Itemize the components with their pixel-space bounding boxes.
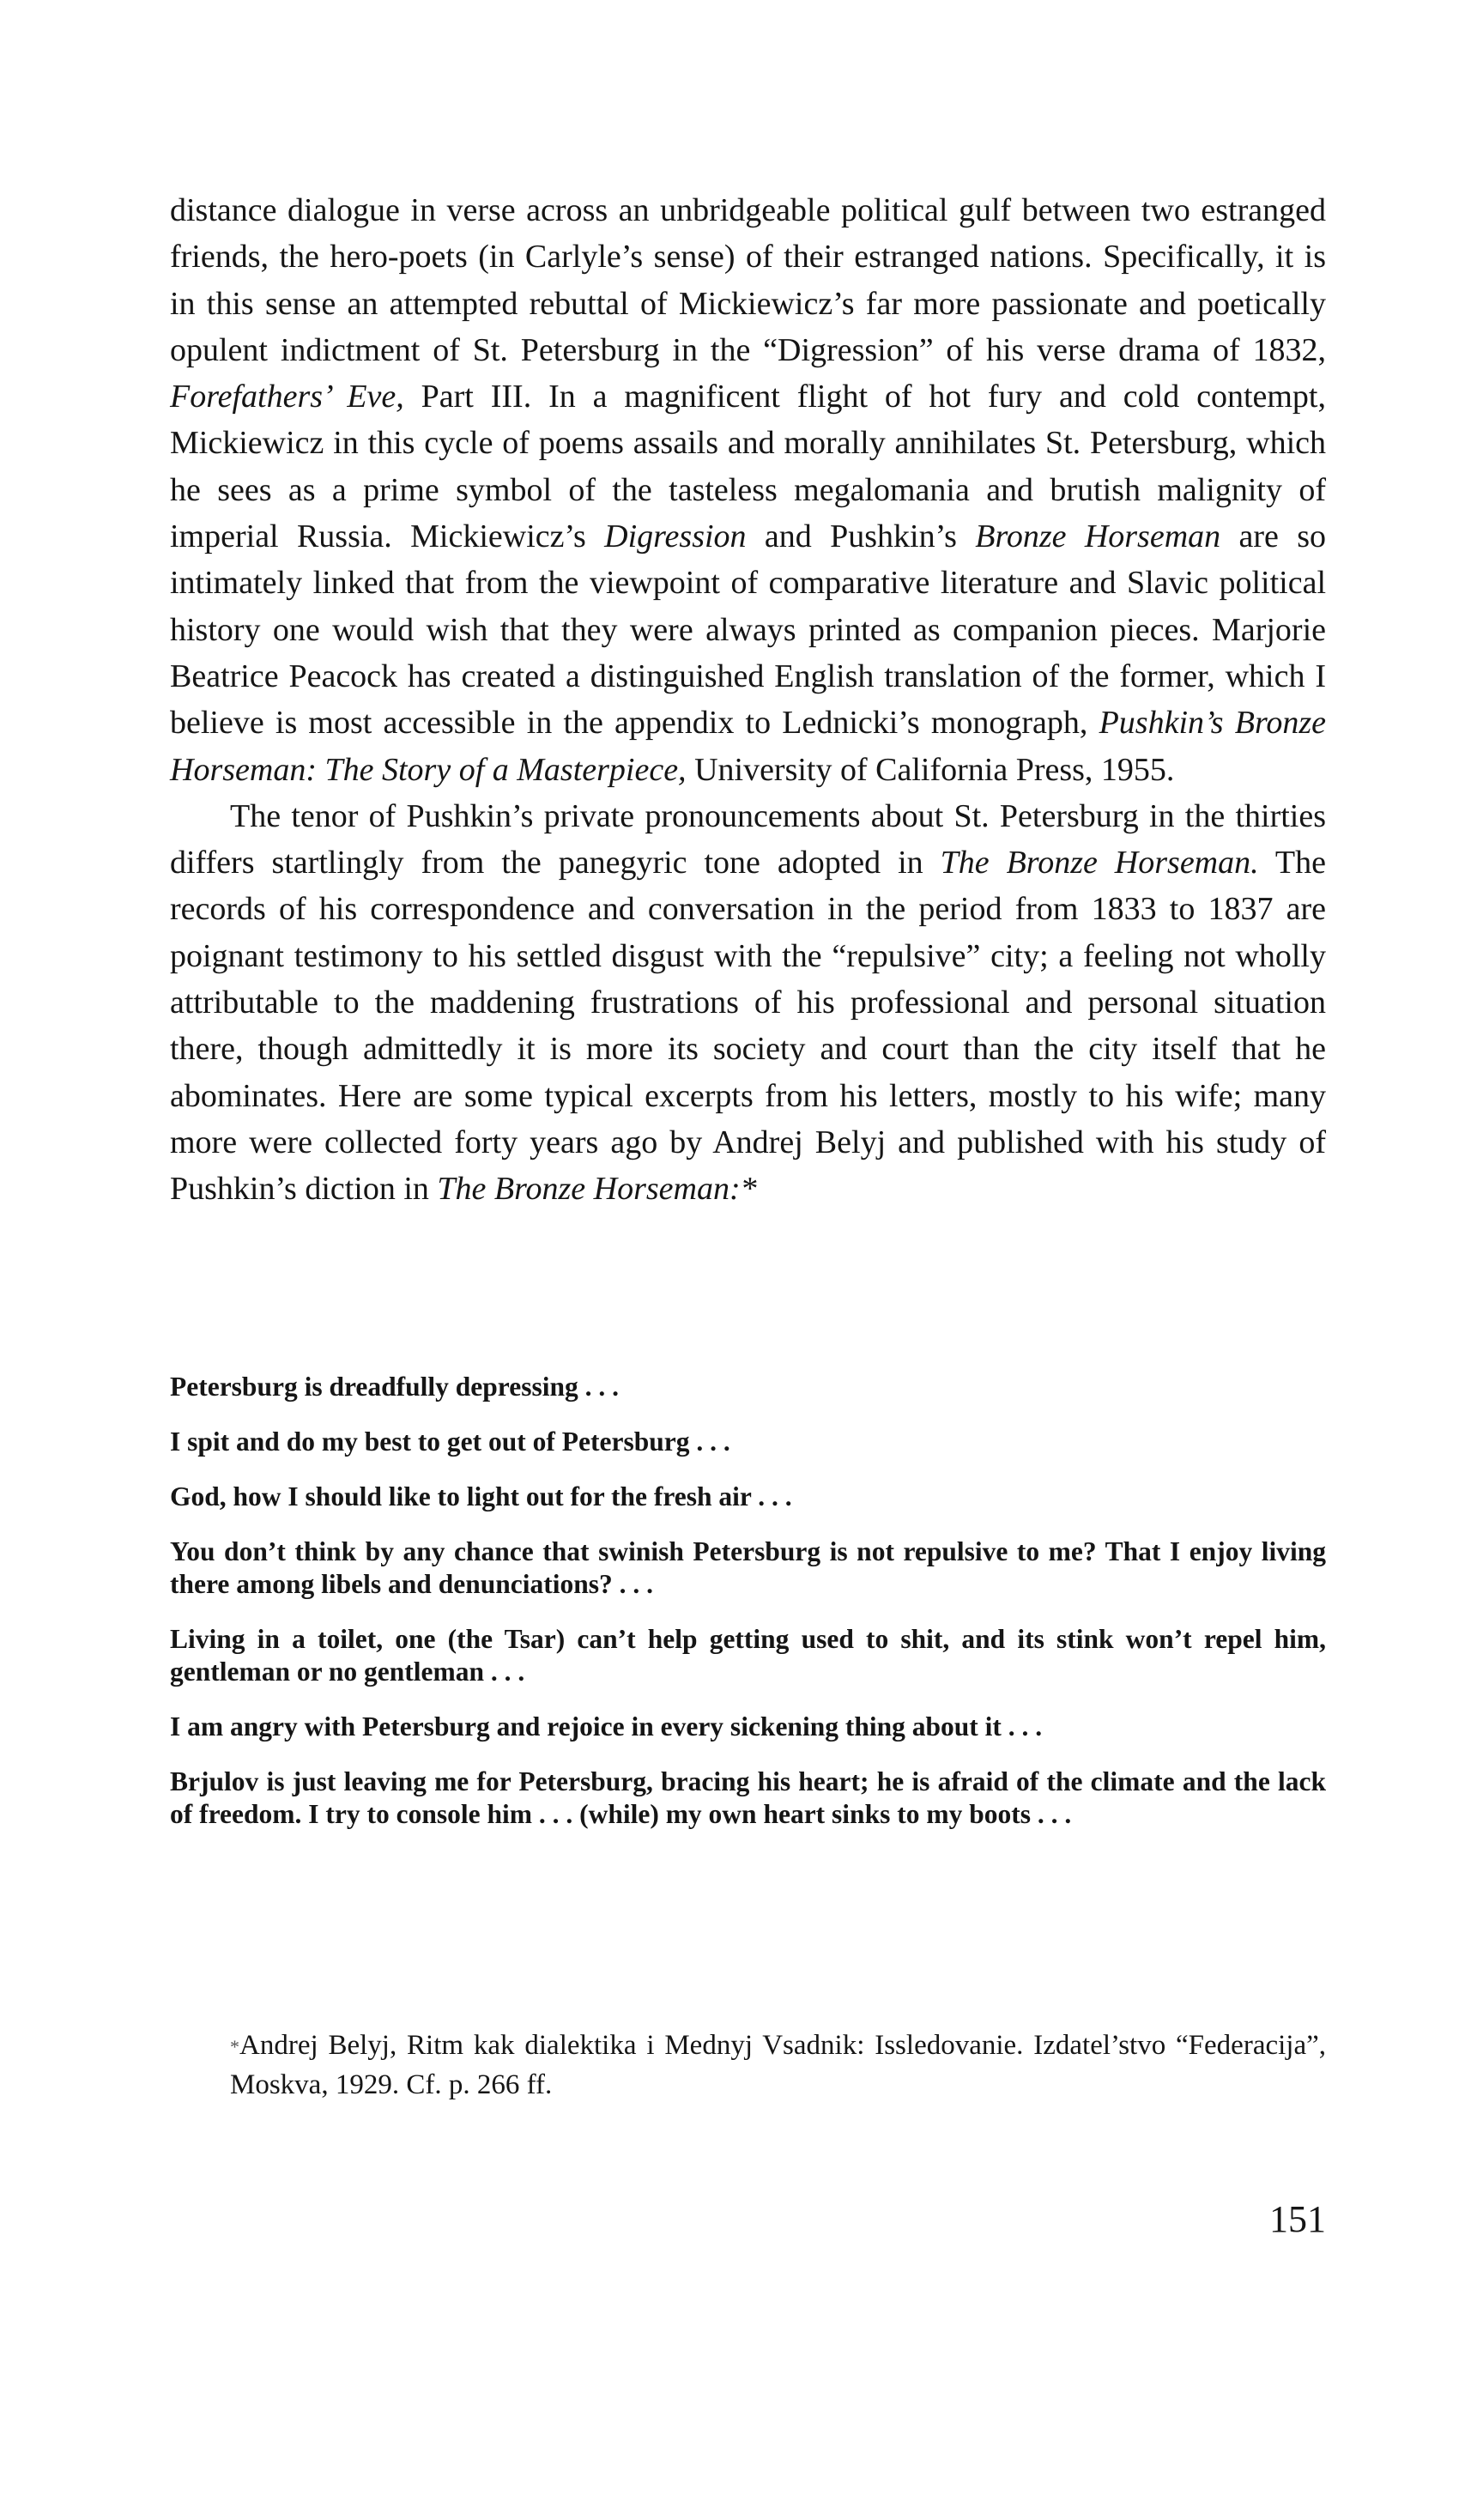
quote-item: You don’t think by any chance that swinish Petersburg is not repulsive to me? That I enjoy living there among libels and denunciations? . . . <box>170 1536 1326 1599</box>
paragraph-1 <box>170 187 1326 793</box>
text-segment: University of California Press, 1955. <box>686 751 1175 788</box>
italic-title-monograph: Pushkin’s Bronze Horseman: The Story of a Masterpiece, <box>170 705 1326 788</box>
italic-title-bronze-horseman: Bronze Horseman <box>975 518 1221 555</box>
main-text <box>170 187 1326 1213</box>
text-segment: Part III. In a magnificent flight of hot fury and cold contempt, Mickiewicz in this cycle of poems assails and morally annihilates St. Petersburg, which he sees as a prime symbol of the tasteless megalomania and brutish malignity of imperial Russia. Mickiewicz’s <box>170 379 1326 555</box>
text-segment: The tenor of Pushkin’s private pronouncements about St. Petersburg in the thirties differs startlingly from the panegyric tone adopted in <box>170 797 1326 881</box>
footnote-text <box>170 2026 1326 2105</box>
footnote-marker: * <box>230 2036 239 2057</box>
footnote <box>170 2026 1326 2105</box>
quote-item: I spit and do my best to get out of Petersburg . . . <box>170 1427 730 1457</box>
text-segment: distance dialogue in verse across an unbridgeable political gulf between two estranged friends, the hero-poets (in Carlyle’s sense) of their estranged nations. Specifically, it is in this sense an attempted rebuttal of Mickiewicz’s far more passionate and poetically opulent indictment of St. Petersburg in the “Digression” of his verse drama of 1832, <box>170 192 1326 368</box>
quote-item: Brjulov is just leaving me for Petersburg, bracing his heart; he is afraid of the climate and the lack of freedom. I try to console him . . . (while) my own heart sinks to my boots . . . <box>170 1766 1326 1829</box>
quote-item: Petersburg is dreadfully depressing . . . <box>170 1372 619 1402</box>
text-segment: The records of his correspondence and conversation in the period from 1833 to 1837 are poignant testimony to his settled disgust with the “repulsive” city; a feeling not wholly attributable to the maddening frustrations of his professional and personal situation there, though admittedly it is more its society and court than the city itself that he abominates. Here are some typical excerpts from his letters, mostly to his wife; many more were collected forty years ago by Andrej Belyj and published with his study of Pushkin’s diction in <box>170 845 1326 1208</box>
italic-title-bronze-horseman-footnoted: The Bronze Horseman:* <box>437 1171 757 1208</box>
quote-item: I am angry with Petersburg and rejoice in every sickening thing about it . . . <box>170 1711 1043 1742</box>
italic-title-digression: Digression <box>604 518 747 555</box>
italic-title-bronze-horseman: The Bronze Horseman. <box>940 845 1259 881</box>
paragraph-2 <box>170 793 1326 1213</box>
text-segment: and Pushkin’s <box>746 518 976 555</box>
quote-item: God, how I should like to light out for the fresh air . . . <box>170 1481 792 1511</box>
page-number: 151 <box>1269 2198 1326 2240</box>
text-segment: are so intimately linked that from the viewpoint of comparative literature and Slavic political history one would wish that they were always printed as companion pieces. Marjorie Beatrice Peacock has created a distinguished English translation of the former, which I believe is most accessible in the appendix to Lednicki’s monograph, <box>170 518 1326 742</box>
italic-title-forefathers-eve: Forefathers’ Eve, <box>170 379 404 415</box>
letter-excerpts <box>170 1371 1326 1853</box>
footnote-body: Andrej Belyj, Ritm kak dialektika i Mednyj Vsadnik: Issledovanie. Izdatel’stvo “Federacija”, Moskva, 1929. Cf. p. 266 ff. <box>230 2030 1326 2100</box>
quote-item: Living in a toilet, one (the Tsar) can’t help getting used to shit, and its stink won’t repel him, gentleman or no gentleman . . . <box>170 1624 1326 1687</box>
